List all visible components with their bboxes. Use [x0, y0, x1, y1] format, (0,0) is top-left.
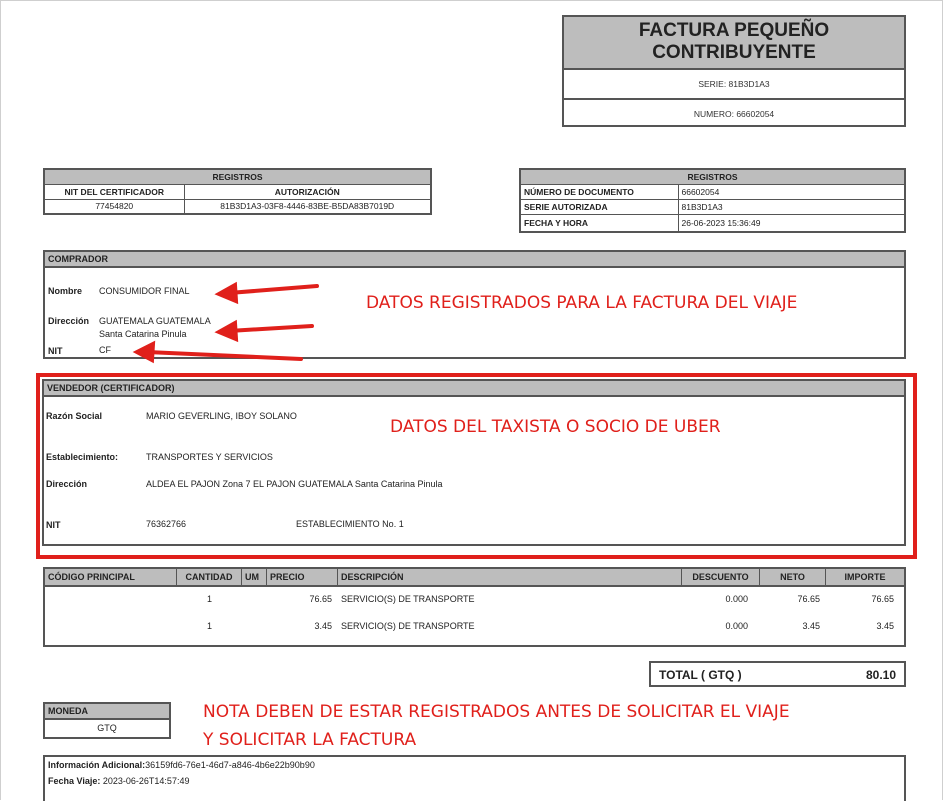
vendedor-nit-label: NIT [46, 520, 61, 530]
establecimiento-label: Establecimiento: [46, 452, 119, 462]
registros-header: REGISTROS [44, 169, 431, 184]
fecha-viaje-label: Fecha Viaje: [48, 776, 101, 786]
arrow-nit-head [137, 344, 153, 360]
autorizacion-value: 81B3D1A3-03F8-4446-83BE-B5DA83B7019D [184, 199, 431, 214]
row2-importe: 3.45 [876, 621, 894, 631]
title-line-2: CONTRIBUYENTE [652, 42, 816, 63]
annotation-arrows [1, 1, 943, 801]
title-line-1: FACTURA PEQUEÑO [638, 20, 830, 41]
nit-value: CF [99, 345, 111, 355]
row2-cantidad: 1 [207, 621, 213, 631]
total-value: 80.10 [865, 668, 896, 682]
row1-precio: 76.65 [309, 594, 332, 604]
fecha-hora-label: FECHA Y HORA [520, 214, 678, 232]
registros-header: REGISTROS [520, 169, 905, 184]
nit-certificador-label: NIT DEL CERTIFICADOR [44, 184, 184, 199]
nombre-label: Nombre [48, 286, 83, 296]
annotation-nota-line-2: Y SOLICITAR LA FACTURA [203, 730, 417, 750]
row1-descripcion: SERVICIO(S) DE TRANSPORTE [341, 594, 475, 604]
direccion-label: Dirección [48, 316, 90, 326]
arrow-nombre [229, 286, 317, 293]
vendedor-direccion-label: Dirección [46, 479, 88, 489]
numero: NUMERO: 66602054 [564, 98, 904, 126]
row1-importe: 76.65 [871, 594, 894, 604]
annotation-nota-line-1: NOTA DEBEN DE ESTAR REGISTRADOS ANTES DE SOLICITAR EL VIAJE [203, 702, 790, 722]
serie: SERIE: 81B3D1A3 [698, 79, 770, 89]
numero-documento-value: 66602054 [678, 184, 905, 199]
row1-neto: 76.65 [797, 594, 820, 604]
row1-descuento: 0.000 [725, 594, 748, 604]
fecha-hora-value: 26-06-2023 15:36:49 [678, 214, 905, 232]
nit-label: NIT [48, 346, 63, 356]
annotation-comprador: DATOS REGISTRADOS PARA LA FACTURA DEL VIAJE [366, 293, 798, 313]
vendedor-header: VENDEDOR (CERTIFICADOR) [44, 381, 904, 397]
info-adicional-label: Información Adicional: [48, 760, 146, 770]
serie-autorizada-value: 81B3D1A3 [678, 199, 905, 214]
col-precio: PRECIO [267, 569, 338, 585]
col-um: UM [242, 569, 267, 585]
row2-descuento: 0.000 [725, 621, 748, 631]
col-importe: IMPORTE [844, 572, 886, 582]
col-codigo-principal: CÓDIGO PRINCIPAL [45, 569, 177, 585]
arrow-direccion [229, 326, 312, 331]
moneda-header: MONEDA [45, 704, 169, 720]
row2-descripcion: SERVICIO(S) DE TRANSPORTE [341, 621, 475, 631]
establecimiento-value: TRANSPORTES Y SERVICIOS [146, 452, 273, 462]
direccion-value-2: Santa Catarina Pinula [99, 329, 187, 339]
vendedor-direccion-value: ALDEA EL PAJON Zona 7 EL PAJON GUATEMALA Santa Catarina Pinula [146, 479, 443, 489]
annotation-vendedor: DATOS DEL TAXISTA O SOCIO DE UBER [390, 417, 721, 437]
vendedor-nit-value: 76362766 [146, 519, 187, 529]
moneda-value: GTQ [97, 723, 117, 733]
col-cantidad: CANTIDAD [177, 569, 242, 585]
serie-autorizada-label: SERIE AUTORIZADA [520, 199, 678, 214]
arrow-nombre-head [219, 285, 236, 301]
arrow-direccion-head [219, 323, 236, 339]
row1-cantidad: 1 [207, 594, 213, 604]
comprador-header: COMPRADOR [45, 252, 904, 268]
col-descuento: DESCUENTO [682, 569, 760, 585]
razon-social-value: MARIO GEVERLING, IBOY SOLANO [146, 411, 297, 421]
info-adicional-value: 36159fd6-76e1-46d7-a846-4b6e22b90b90 [145, 760, 315, 770]
nit-certificador-value: 77454820 [44, 199, 184, 214]
row2-neto: 3.45 [802, 621, 820, 631]
total-label: TOTAL ( GTQ ) [659, 668, 742, 682]
nombre-value: CONSUMIDOR FINAL [99, 286, 190, 296]
col-descripcion: DESCRIPCIÓN [338, 569, 682, 585]
numero-documento-label: NÚMERO DE DOCUMENTO [520, 184, 678, 199]
direccion-value-1: GUATEMALA GUATEMALA [99, 316, 211, 326]
autorizacion-label: AUTORIZACIÓN [184, 184, 431, 199]
arrow-nit [147, 352, 301, 359]
establecimiento-numero: ESTABLECIMIENTO No. 1 [296, 519, 404, 529]
fecha-viaje-value: 2023-06-26T14:57:49 [102, 776, 190, 786]
razon-social-label: Razón Social [46, 411, 103, 421]
row2-precio: 3.45 [314, 621, 332, 631]
col-neto: NETO [760, 569, 826, 585]
